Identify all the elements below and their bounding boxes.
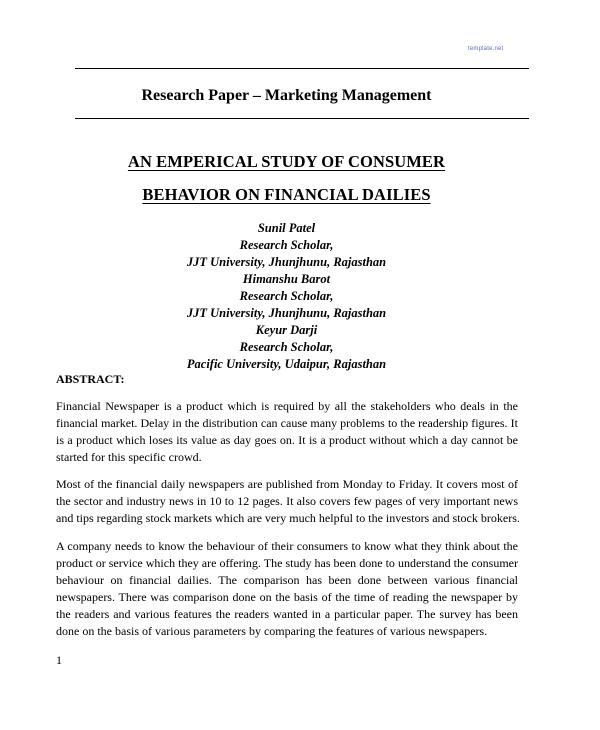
header-top-rule [75,68,529,69]
author-role: Research Scholar, [239,238,334,252]
text-line: the readers and various features the readers wanted in a particular paper. The survey has been [56,607,518,621]
author-name: Keyur Darji [255,323,318,337]
text-line: behaviour on financial dailies. The comparison has been done between various financial [56,573,518,587]
abstract-paragraph-3 [56,538,518,640]
author-role: Research Scholar, [239,289,334,303]
author-block [0,220,573,373]
text-line: is a product which loses its value as day goes on. It is a product without which a day cannot be [56,433,518,447]
text-line: and tips regarding stock markets which are very much helpful to the investors and stock brokers. [56,511,520,525]
text-line: newspapers. There was comparison done on the basis of the time of reading the newspaper by [56,590,518,604]
abstract-paragraph-2 [56,476,518,527]
paper-title-line-2: BEHAVIOR ON FINANCIAL DAILIES [142,185,431,204]
watermark-logo: template.net [468,46,504,52]
header-bottom-rule [75,118,529,119]
text-line: product or service which they are offering. The study has been done to understand the consumer [56,556,518,570]
text-line: started for this specific crowd. [56,450,202,464]
text-line: Most of the financial daily newspapers are published from Monday to Friday. It covers most of [56,477,518,491]
abstract-paragraph-1 [56,398,518,466]
author-affiliation: Pacific University, Udaipur, Rajasthan [186,357,387,371]
text-line: Financial Newspaper is a product which is required by all the stakeholders who deals in the [56,399,518,413]
author-affiliation: JJT University, Jhunjhunu, Rajasthan [186,255,387,269]
running-header-title: Research Paper – Marketing Management [141,87,432,104]
paper-title-line-1: AN EMPERICAL STUDY OF CONSUMER [127,152,446,171]
author-name: Himanshu Barot [242,272,331,286]
author-role: Research Scholar, [239,340,334,354]
text-line: A company needs to know the behaviour of their consumers to know what they think about the [56,539,518,553]
page-number: 1 [56,653,62,667]
text-line: done on the basis of various parameters by comparing the features of various newspapers. [56,624,488,638]
author-name: Sunil Patel [257,221,316,235]
text-line: the sector and industry news in 10 to 12 pages. It also covers few pages of very important news [56,494,518,508]
abstract-heading: ABSTRACT: [56,372,125,386]
author-affiliation: JJT University, Jhunjhunu, Rajasthan [186,306,387,320]
text-line: financial market. Delay in the distribution can cause many problems to the readership figures. It [56,416,518,430]
